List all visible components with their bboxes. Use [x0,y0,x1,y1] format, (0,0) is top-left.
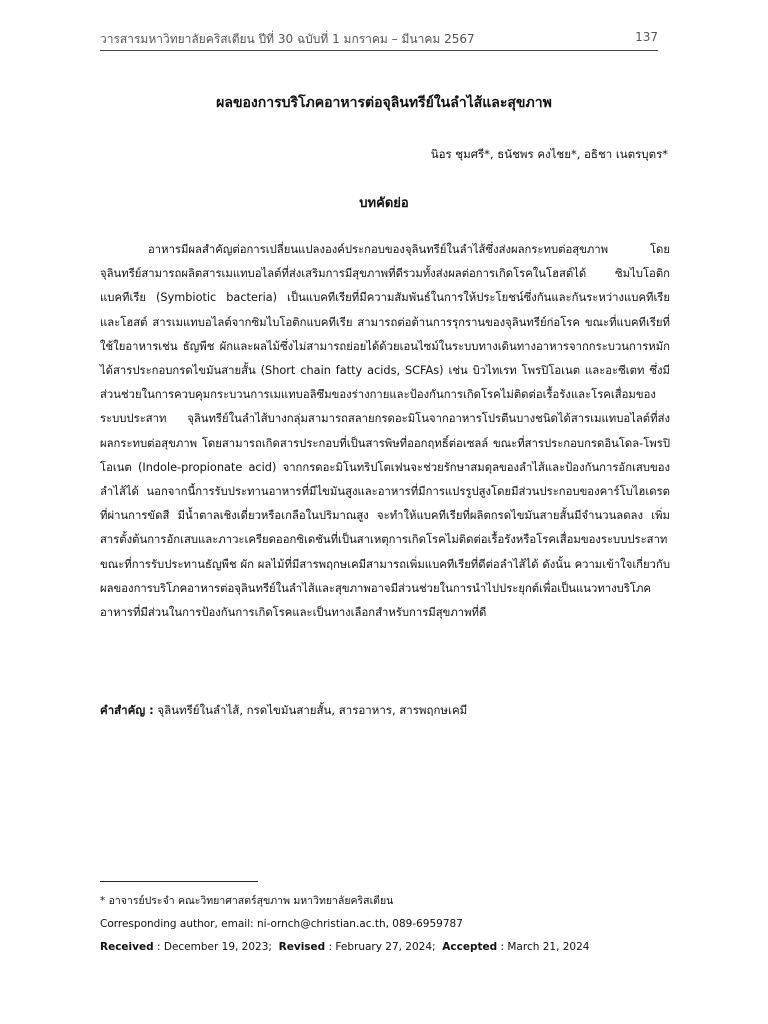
accepted-label: Accepted [442,941,498,953]
submission-dates [100,936,670,959]
affiliation-note: * อาจารย์ประจำ คณะวิทยาศาสตร์สุขภาพ มหาวิทยาลัยคริสเตียน [100,895,394,907]
author-list: นิอร ชุมศรี*, ธนัชพร คงไชย*, อธิชา เนตรบุตร* [430,147,668,161]
received-date: : December 19, 2023; [156,941,272,953]
received-label: Received [100,941,154,953]
page-number: 137 [635,30,658,44]
running-header [100,28,658,51]
keywords-values: จุลินทรีย์ในลำไส้, กรดไขมันสายสั้น, สารอาหาร, สารพฤกษเคมี [157,703,468,717]
keywords [100,702,670,720]
abstract-body: อาหารมีผลสำคัญต่อการเปลี่ยนแปลงองค์ประกอบของจุลินทรีย์ในลำไส้ซึ่งส่งผลกระทบต่อสุขภาพ โดยจุลินทรีย์สามารถผลิตสารเมแทบอไลต์ที่ส่งเสริมการมีสุขภาพที่ดีรวมทั้งส่งผลต่อการเกิดโรคในโฮสต์ได้ ซิมไบโอติก แบคทีเรีย (Symbiotic bacteria) เป็นแบคทีเรียที่มีความสัมพันธ์ในการให้ประโยชน์ซึ่งกันและกันระหว่างแบคทีเรียและโฮสต์ สารเมแทบอไลต์จากซิมไบโอติกแบคทีเรีย สามารถต่อต้านการรุกรานของจุลินทรีย์ก่อโรค ขณะที่แบคทีเรียที่ใช้ใยอาหารเช่น ธัญพืช ผักและผลไม้ซึ่งไม่สามารถย่อยได้ด้วยเอนไซม์ในระบบทางเดินทางอาหารจากกระบวนการหมักได้สารประกอบกรดไขมันสายสั้น (Short chain fatty acids, SCFAs) เช่น บิวไทเรท โพรปิโอเนต และอะซีเตท ซึ่งมีส่วนช่วยในการควบคุมกระบวนการเมแทบอลิซึมของร่างกายและป้องกันการเกิดโรคไม่ติดต่อเรื้อรังและโรคเสื่อมของระบบประสาท จุลินทรีย์ในลำไส้บางกลุ่มสามารถสลายกรดอะมิโนจากอาหารโปรตีนบางชนิดได้สารเมแทบอไลต์ที่ส่งผลกระทบต่อสุขภาพ โดยสามารถเกิดสารประกอบที่เป็นสารพิษที่ออกฤทธิ์ต่อเซลล์ ขณะที่สารประกอบกรดอินโดล-โพรปิโอเนต (Indole-propionate acid) จากกรดอะมิโนทริปโตเฟนจะช่วยรักษาสมดุลของลำไส้และป้องกันการอักเสบของลำไส้ได้ นอกจากนี้การรับประทานอาหารที่มีไขมันสูงและอาหารที่มีการแปรรูปสูงโดยมีส่วนประกอบของคาร์โบไฮเดรตที่ผ่านการขัดสี มีน้ำตาลเชิงเดี่ยวหรือเกลือในปริมาณสูง จะทำให้แบคทีเรียที่ผลิตกรดไขมันสายสั้นมีจำนวนลดลง เพิ่มสารตั้งต้นการอักเสบและภาวะเครียดออกซิเดชันที่เป็นสาเหตุการเกิดโรคไม่ติดต่อเรื้อรังหรือโรคเสื่อมของระบบประสาท ขณะที่การรับประทานธัญพืช ผัก ผลไม้ที่มีสารพฤกษเคมีสามารถเพิ่มแบคทีเรียที่ดีต่อลำไส้ได้ ดังนั้น ความเข้าใจเกี่ยวกับผลของการบริโภคอาหารต่อจุลินทรีย์ในลำไส้และสุขภาพอาจมีส่วนช่วยในการนำไปประยุกต์เพื่อเป็นแนวทางบริโภคอาหารที่มีส่วนในการป้องกันการเกิดโรคและเป็นทางเลือกสำหรับการมีสุขภาพที่ดี [100,243,670,620]
article-title: ผลของการบริโภคอาหารต่อจุลินทรีย์ในลำไส้และสุขภาพ [216,95,552,111]
accepted-date: : March 21, 2024 [500,941,590,953]
revised-date: : February 27, 2024; [328,941,436,953]
revised-label: Revised [278,941,326,953]
abstract-heading: บทคัดย่อ [359,196,409,211]
corresponding-author-note: Corresponding author, email: ni-ornch@christian.ac.th, 089-6959787 [100,918,463,930]
keywords-label: คำสำคัญ : [100,703,154,717]
footnote-divider [100,881,258,882]
journal-citation: วารสารมหาวิทยาลัยคริสเตียน ปีที่ 30 ฉบับที่ 1 มกราคม – มีนาคม 2567 [100,32,475,46]
footnotes [100,890,670,959]
